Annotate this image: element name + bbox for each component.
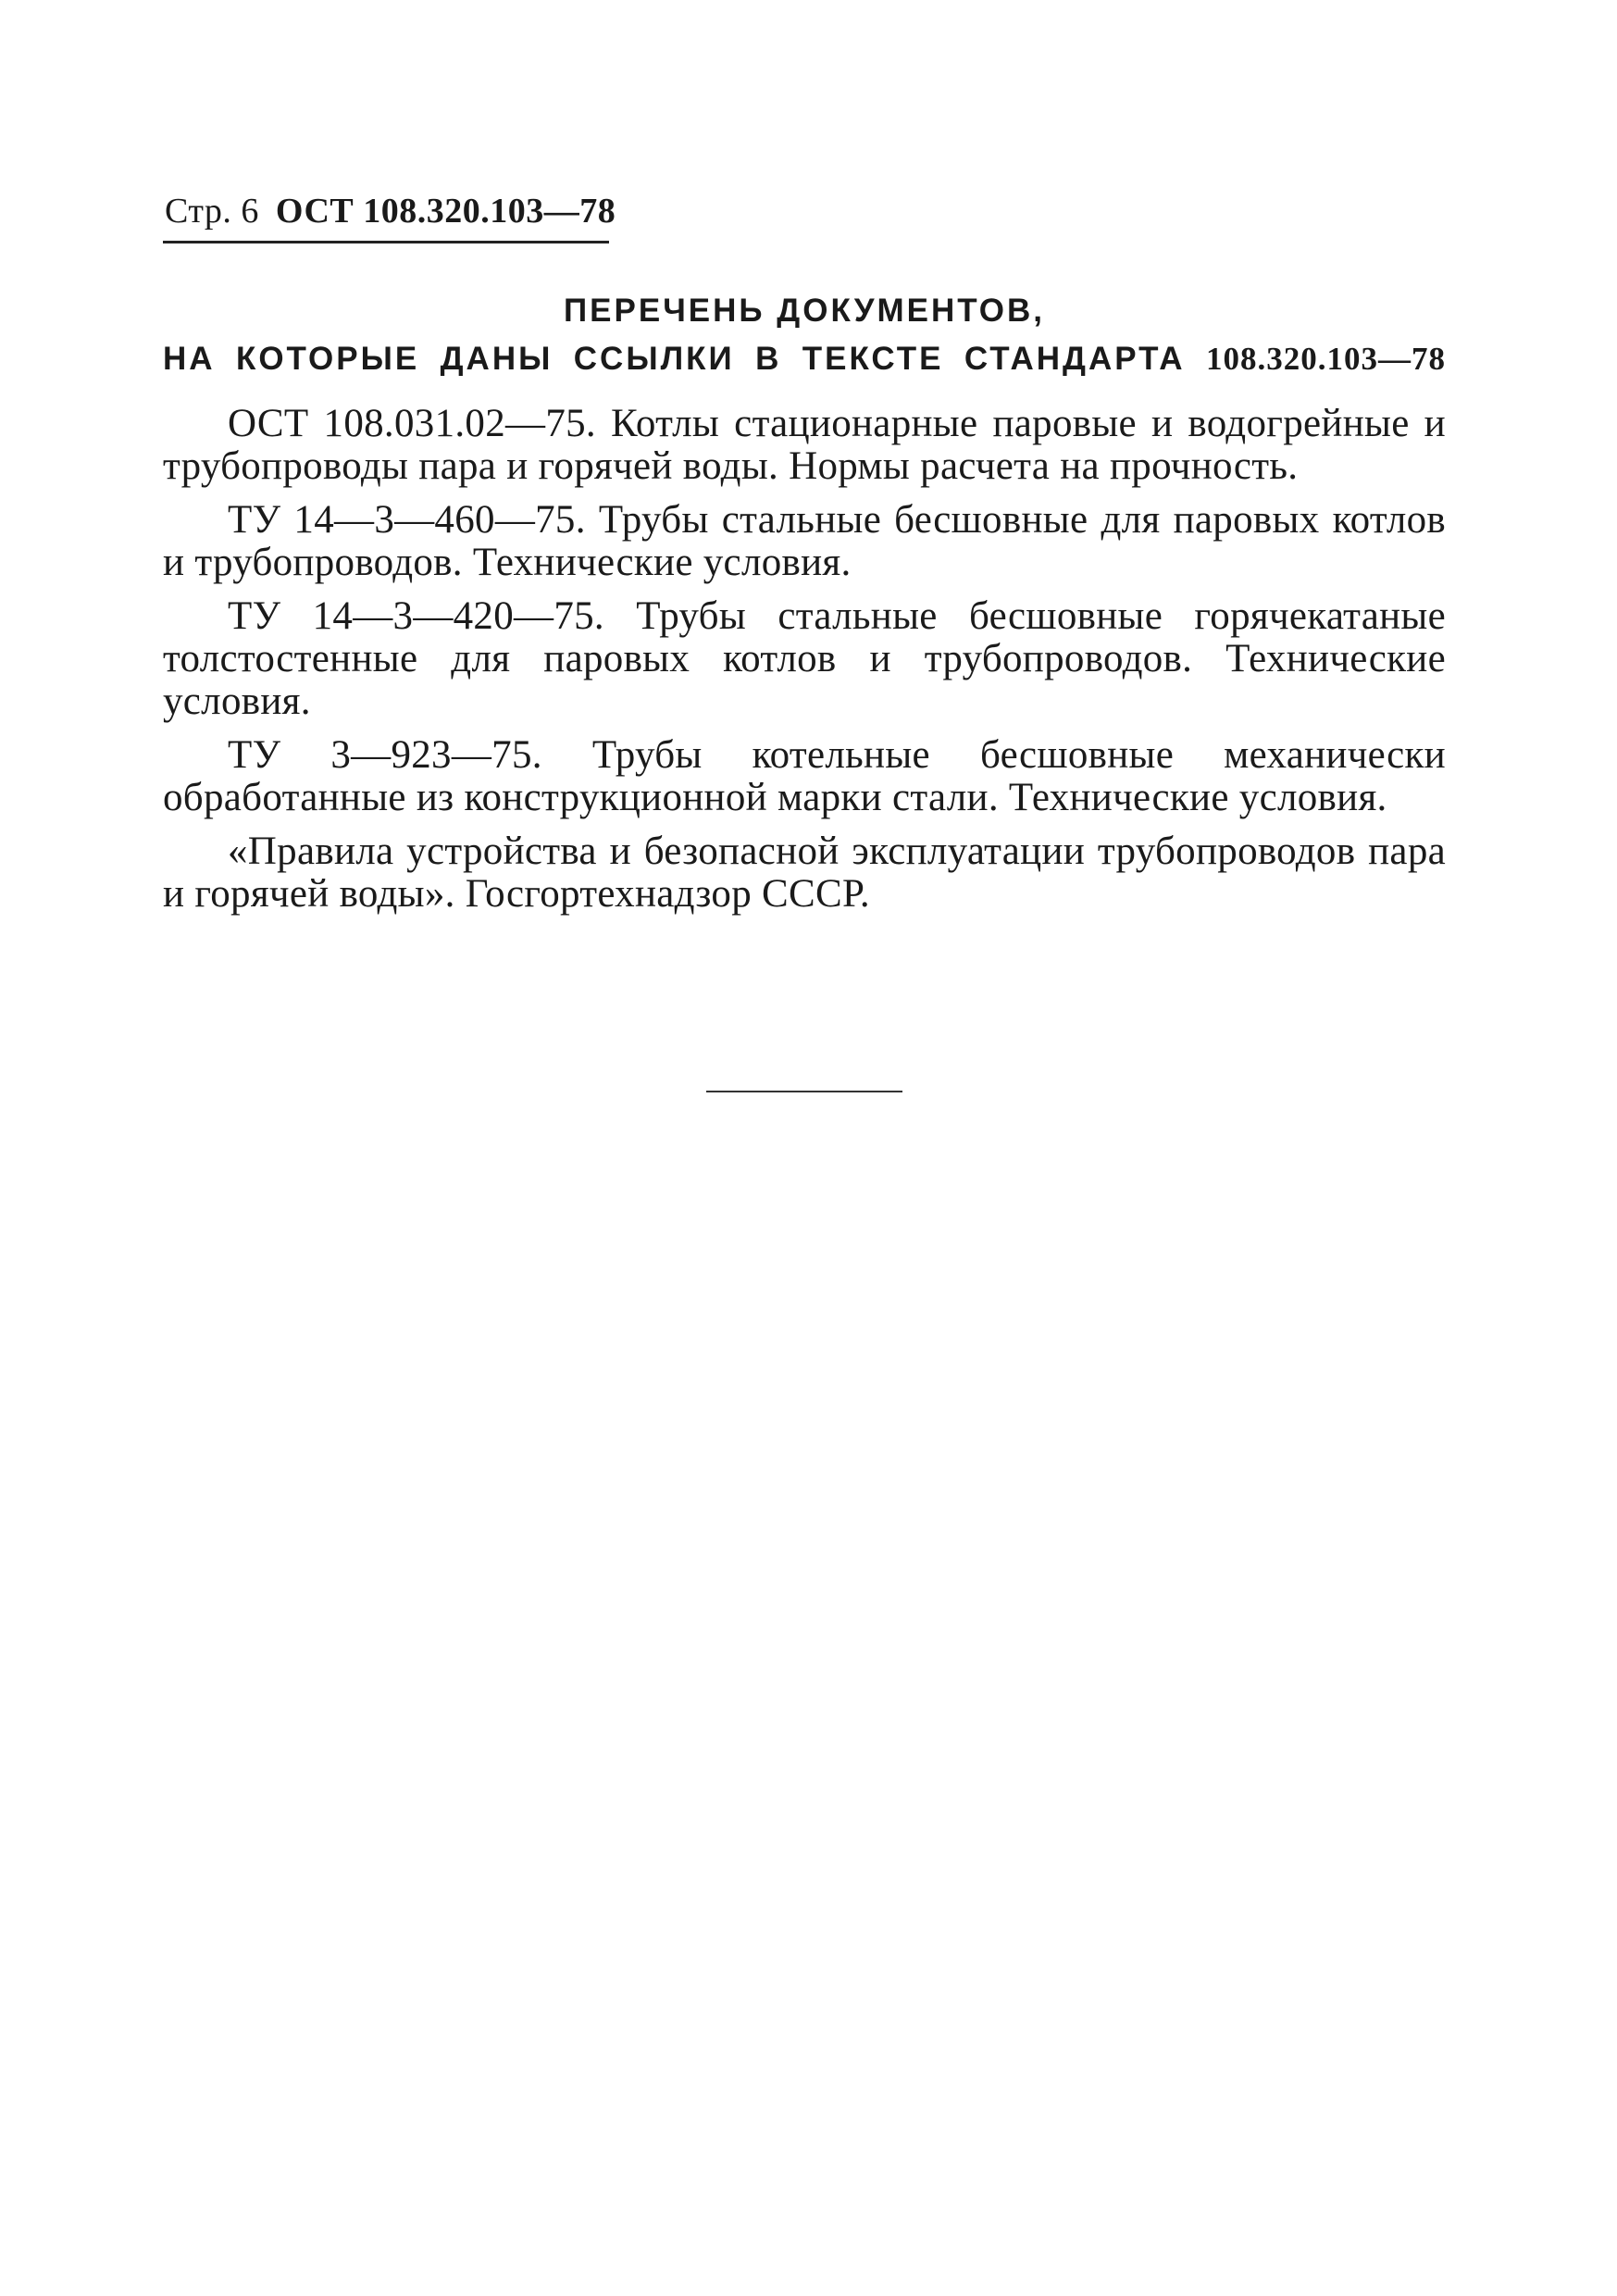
title-line-1: ПЕРЕЧЕНЬ ДОКУМЕНТОВ, [564,293,1045,329]
title-line-2 [163,335,1446,383]
reference-item: ТУ 3—923—75. Трубы котельные бесшовные механически обработанные из конструкционной марки стали. Технические условия. [163,733,1446,819]
page-header [165,185,616,237]
standard-code: ОСТ 108.320.103—78 [275,192,616,231]
page-number-label: Стр. 6 [165,192,259,231]
reference-item: ТУ 14—3—420—75. Трубы стальные бесшовные горячекатаные толстостенные для паровых котлов и трубопроводов. Технические условия. [163,594,1446,723]
title-standard-code: 108.320.103—78 [1205,341,1446,377]
reference-item: «Правила устройства и безопасной эксплуатации трубопроводов пара и горячей воды». Госгортехнадзор СССР. [163,830,1446,916]
header-underline [163,241,609,243]
reference-item: ОСТ 108.031.02—75. Котлы стационарные паровые и водогрейные и трубопроводы пара и горячей воды. Нормы расчета на прочность. [163,402,1446,488]
reference-item: ТУ 14—3—460—75. Трубы стальные бесшовные для паровых котлов и трубопроводов. Технические условия. [163,498,1446,584]
reference-list [163,403,1446,927]
end-divider [706,1091,902,1092]
title-line-2-text: НА КОТОРЫЕ ДАНЫ ССЫЛКИ В ТЕКСТЕ СТАНДАРТА [163,341,1186,377]
section-title [163,287,1446,383]
